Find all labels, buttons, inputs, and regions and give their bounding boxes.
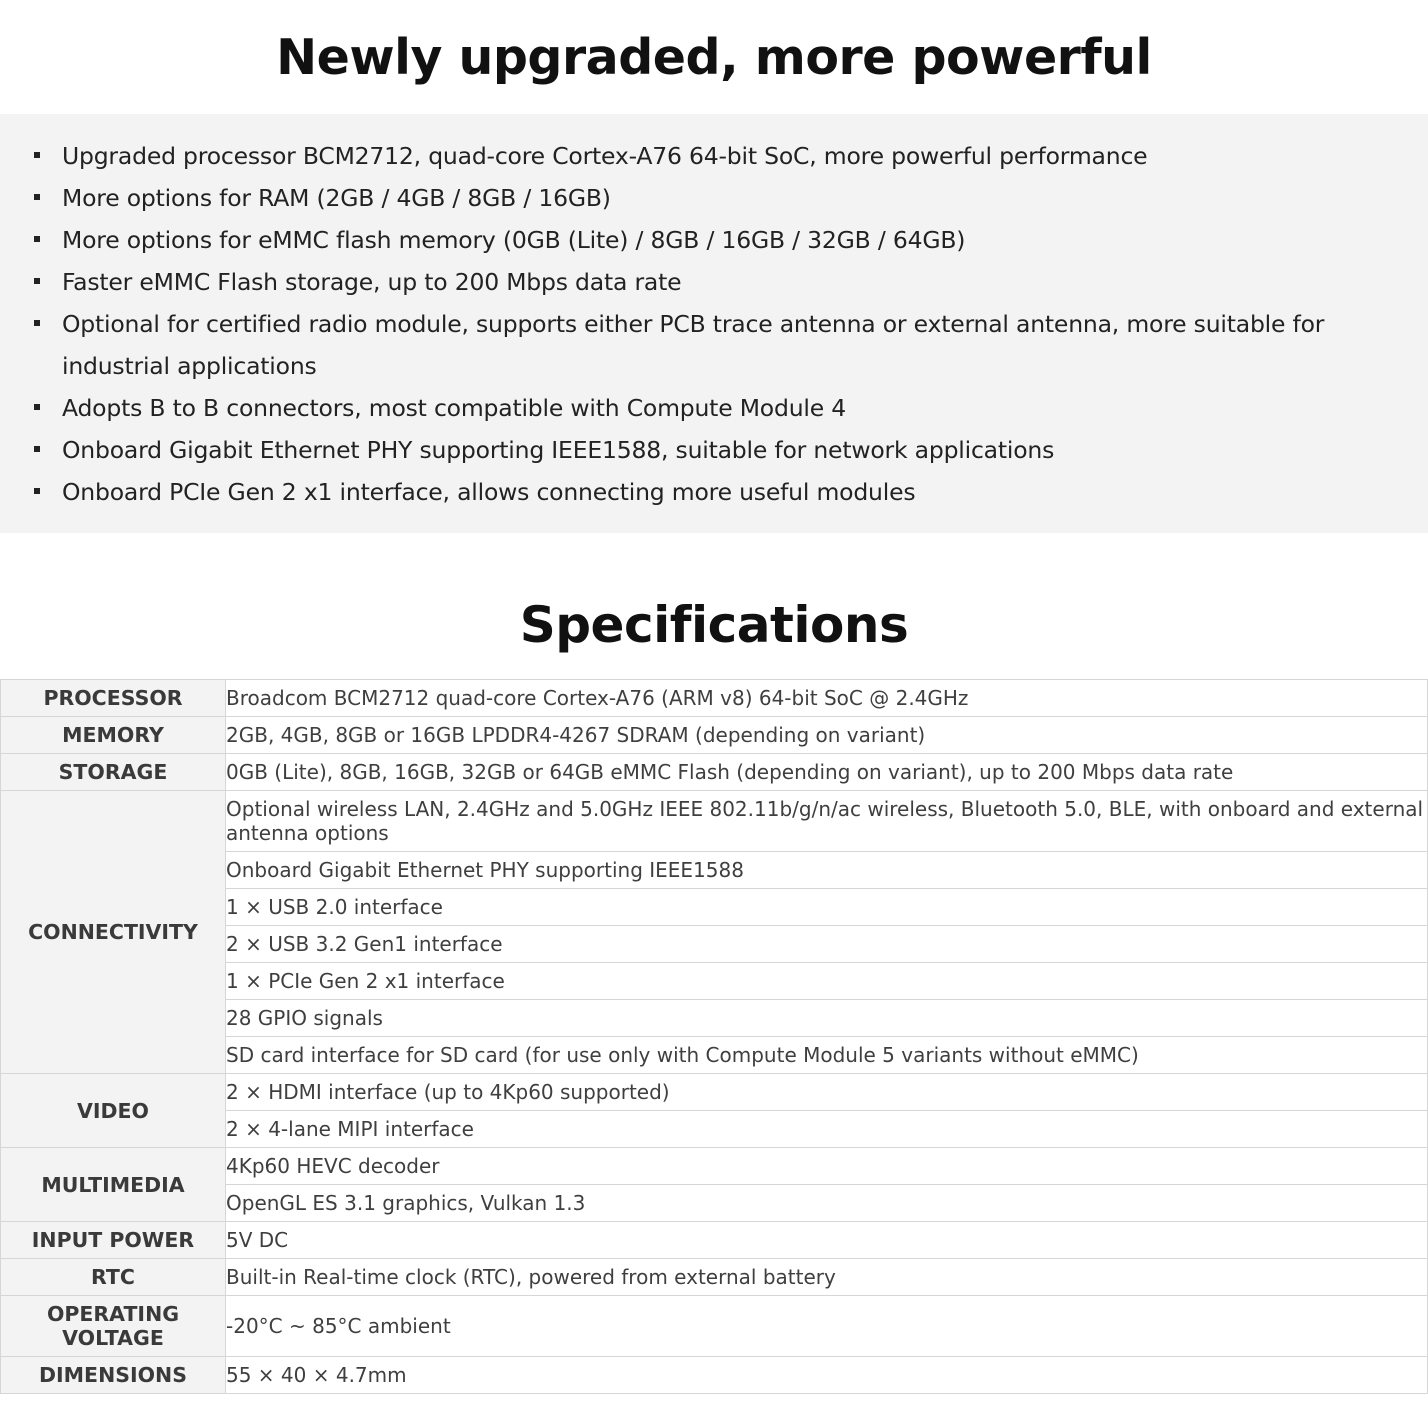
feature-text: Optional for certified radio module, supports either PCB trace antenna or external antenna, more suitable for industrial applications <box>62 310 1325 380</box>
feature-text: Onboard PCIe Gen 2 x1 interface, allows connecting more useful modules <box>62 478 916 506</box>
spec-row-rtc <box>1 1259 1428 1296</box>
bullet-icon <box>34 404 40 410</box>
spec-value: 4Kp60 HEVC decoder <box>226 1148 1428 1185</box>
feature-item <box>0 429 1428 471</box>
feature-item <box>0 135 1428 177</box>
feature-text: Faster eMMC Flash storage, up to 200 Mbps data rate <box>62 268 682 296</box>
spec-row-operating-voltage <box>1 1296 1428 1357</box>
feature-item <box>0 261 1428 303</box>
bullet-icon <box>34 488 40 494</box>
spec-label: INPUT POWER <box>1 1222 226 1259</box>
spec-row-memory <box>1 717 1428 754</box>
bullet-icon <box>34 194 40 200</box>
bullet-icon <box>34 152 40 158</box>
spec-row-dimensions <box>1 1357 1428 1394</box>
spec-value: 2 × USB 3.2 Gen1 interface <box>226 926 1428 963</box>
spec-label: CONNECTIVITY <box>1 791 226 1074</box>
spec-value: 28 GPIO signals <box>226 1000 1428 1037</box>
feature-item <box>0 219 1428 261</box>
spec-value: OpenGL ES 3.1 graphics, Vulkan 1.3 <box>226 1185 1428 1222</box>
specifications-title: Specifications <box>519 596 909 654</box>
spec-value: Optional wireless LAN, 2.4GHz and 5.0GHz IEEE 802.11b/g/n/ac wireless, Bluetooth 5.0, BLE, with onboard and external antenna options <box>226 791 1428 852</box>
bullet-icon <box>34 320 40 326</box>
spec-label: RTC <box>1 1259 226 1296</box>
spec-value: 0GB (Lite), 8GB, 16GB, 32GB or 64GB eMMC Flash (depending on variant), up to 200 Mbps data rate <box>226 754 1428 791</box>
specifications-table <box>0 679 1428 1394</box>
feature-item <box>0 177 1428 219</box>
spec-value: Broadcom BCM2712 quad-core Cortex-A76 (ARM v8) 64-bit SoC @ 2.4GHz <box>226 680 1428 717</box>
spec-value: 1 × PCIe Gen 2 x1 interface <box>226 963 1428 1000</box>
spec-row-video <box>1 1074 1428 1111</box>
spec-value: Onboard Gigabit Ethernet PHY supporting IEEE1588 <box>226 852 1428 889</box>
feature-text: Onboard Gigabit Ethernet PHY supporting IEEE1588, suitable for network applications <box>62 436 1055 464</box>
feature-item <box>0 303 1428 387</box>
feature-text: Adopts B to B connectors, most compatible with Compute Module 4 <box>62 394 847 422</box>
spec-row-processor <box>1 680 1428 717</box>
spec-value: 1 × USB 2.0 interface <box>226 889 1428 926</box>
spec-label: DIMENSIONS <box>1 1357 226 1394</box>
spec-label: MULTIMEDIA <box>1 1148 226 1222</box>
spec-row-connectivity <box>1 791 1428 852</box>
spec-label: VIDEO <box>1 1074 226 1148</box>
feature-text: Upgraded processor BCM2712, quad-core Cortex-A76 64-bit SoC, more powerful performance <box>62 142 1148 170</box>
spec-value: -20°C ~ 85°C ambient <box>226 1296 1428 1357</box>
feature-text: More options for RAM (2GB / 4GB / 8GB / 16GB) <box>62 184 611 212</box>
spec-row-storage <box>1 754 1428 791</box>
features-panel <box>0 114 1428 533</box>
spec-label: PROCESSOR <box>1 680 226 717</box>
bullet-icon <box>34 446 40 452</box>
spec-row-multimedia <box>1 1148 1428 1185</box>
spec-value: 5V DC <box>226 1222 1428 1259</box>
feature-item <box>0 471 1428 513</box>
feature-text: More options for eMMC flash memory (0GB (Lite) / 8GB / 16GB / 32GB / 64GB) <box>62 226 966 254</box>
spec-row-input-power <box>1 1222 1428 1259</box>
spec-label: STORAGE <box>1 754 226 791</box>
spec-value: 2 × 4-lane MIPI interface <box>226 1111 1428 1148</box>
spec-value: SD card interface for SD card (for use only with Compute Module 5 variants without eMMC) <box>226 1037 1428 1074</box>
spec-value: 55 × 40 × 4.7mm <box>226 1357 1428 1394</box>
spec-label: OPERATING VOLTAGE <box>1 1296 226 1357</box>
spec-value: 2 × HDMI interface (up to 4Kp60 supported) <box>226 1074 1428 1111</box>
page-title: Newly upgraded, more powerful <box>276 28 1152 86</box>
bullet-icon <box>34 278 40 284</box>
spec-value: 2GB, 4GB, 8GB or 16GB LPDDR4-4267 SDRAM (depending on variant) <box>226 717 1428 754</box>
feature-item <box>0 387 1428 429</box>
spec-label: MEMORY <box>1 717 226 754</box>
spec-value: Built-in Real-time clock (RTC), powered from external battery <box>226 1259 1428 1296</box>
bullet-icon <box>34 236 40 242</box>
features-list <box>0 135 1428 513</box>
